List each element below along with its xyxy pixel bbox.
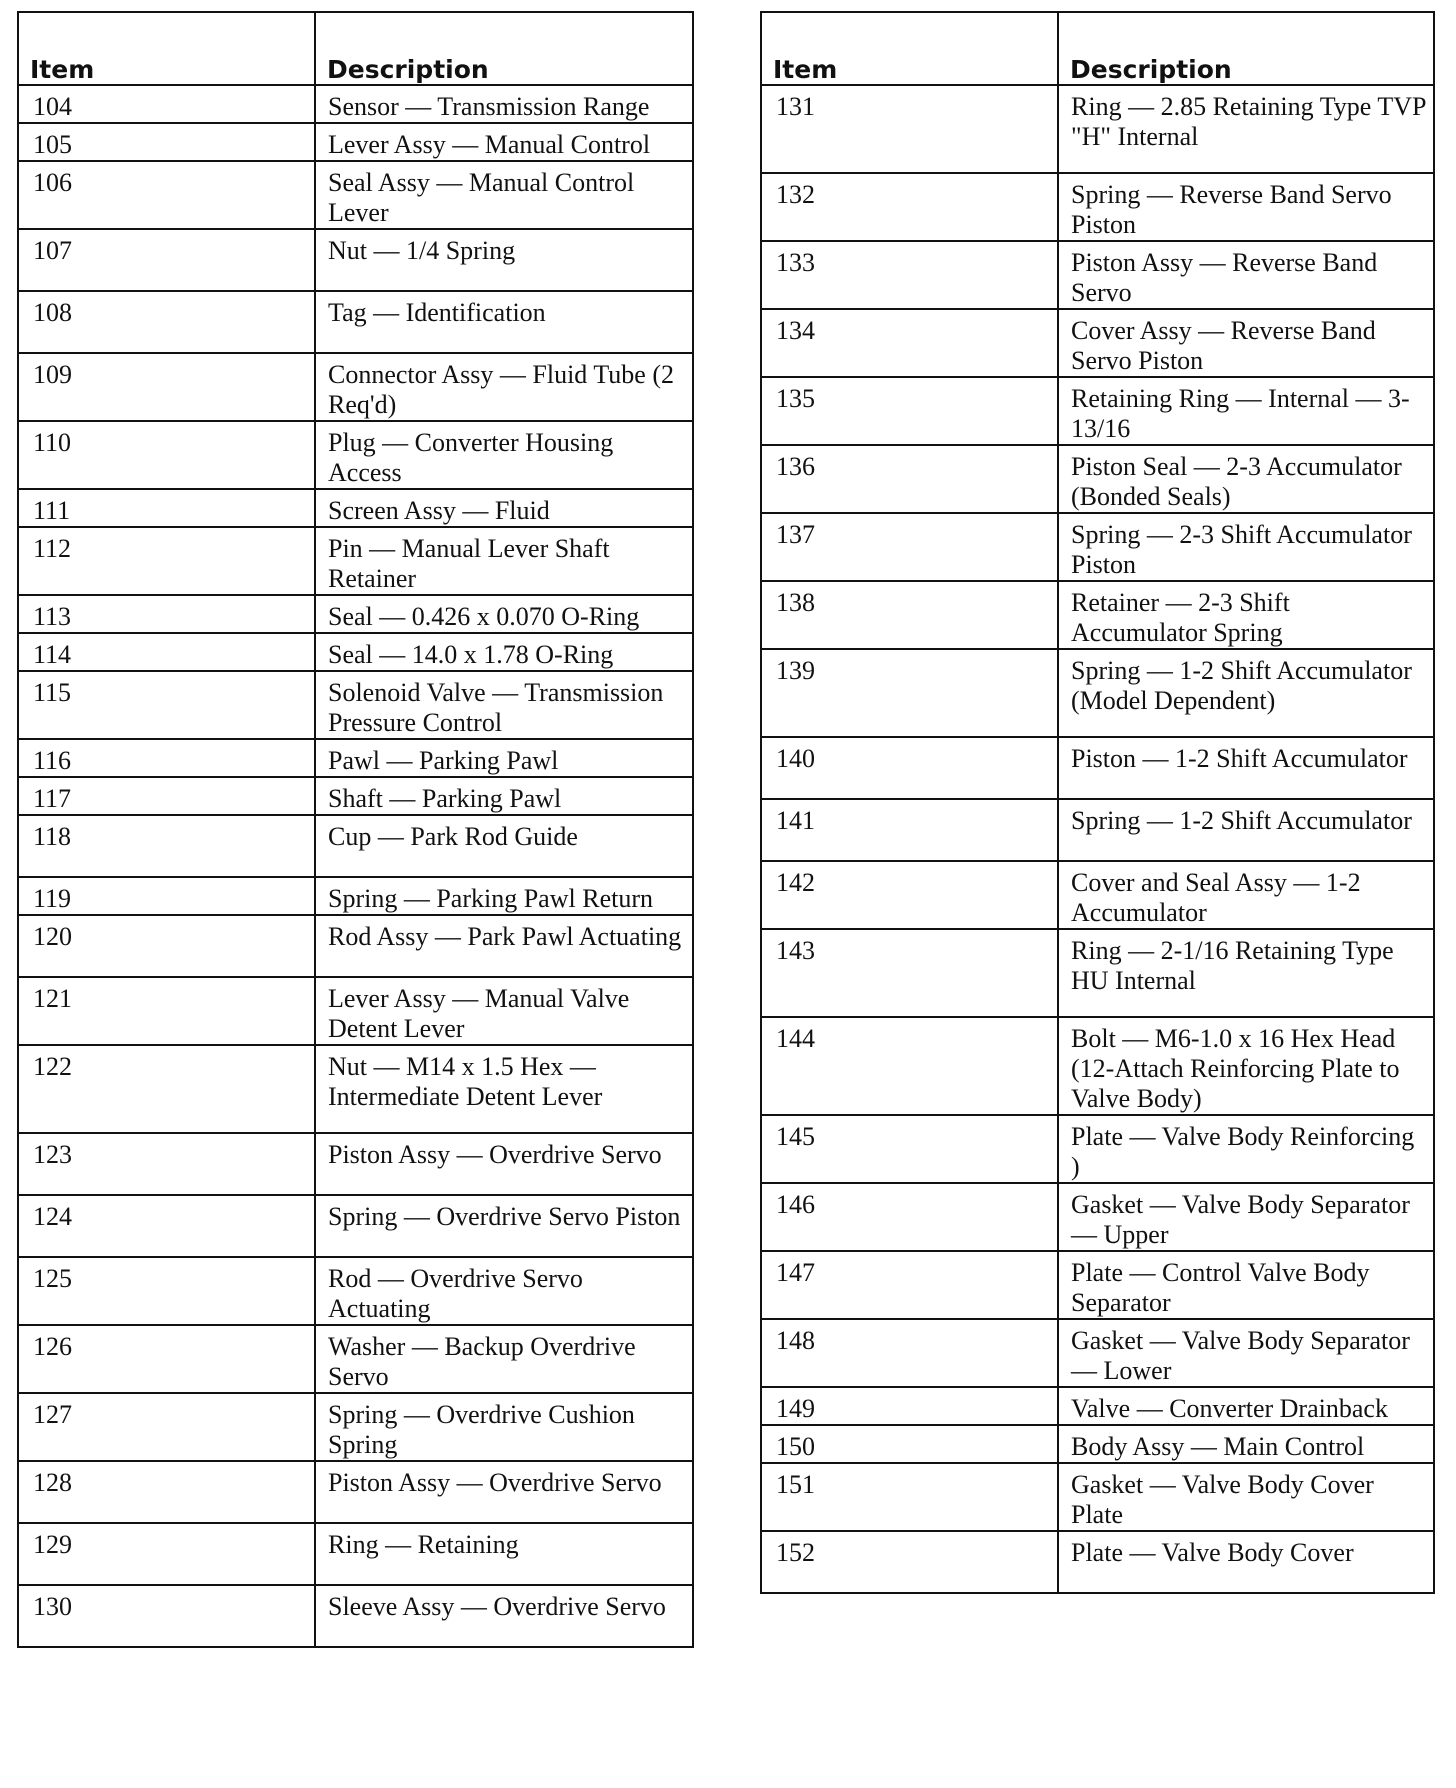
item-description: Spring — 1-2 Shift Accumulator xyxy=(1058,799,1434,861)
table-row xyxy=(761,1251,1434,1319)
table-row xyxy=(761,309,1434,377)
item-description: Connector Assy — Fluid Tube (2 Req'd) xyxy=(315,353,693,421)
item-description: Sleeve Assy — Overdrive Servo xyxy=(315,1585,693,1647)
item-number: 124 xyxy=(18,1195,315,1257)
table-row xyxy=(761,1463,1434,1531)
item-number: 109 xyxy=(18,353,315,421)
item-number: 123 xyxy=(18,1133,315,1195)
item-number: 144 xyxy=(761,1017,1058,1115)
description-column-header: Description xyxy=(315,12,693,85)
table-row xyxy=(18,1257,693,1325)
table-row xyxy=(18,595,693,633)
item-description: Gasket — Valve Body Separator — Lower xyxy=(1058,1319,1434,1387)
item-number: 140 xyxy=(761,737,1058,799)
item-number: 134 xyxy=(761,309,1058,377)
table-row xyxy=(18,877,693,915)
item-number: 142 xyxy=(761,861,1058,929)
header-row xyxy=(18,12,693,85)
item-description: Plate — Valve Body Cover xyxy=(1058,1531,1434,1593)
item-number: 128 xyxy=(18,1461,315,1523)
header-row xyxy=(761,12,1434,85)
table-row xyxy=(761,1531,1434,1593)
table-row xyxy=(761,581,1434,649)
table-row xyxy=(761,513,1434,581)
item-number: 152 xyxy=(761,1531,1058,1593)
table-row xyxy=(761,649,1434,737)
table-row xyxy=(18,777,693,815)
item-description: Screen Assy — Fluid xyxy=(315,489,693,527)
item-number: 137 xyxy=(761,513,1058,581)
item-description: Piston Seal — 2-3 Accumulator (Bonded Seals) xyxy=(1058,445,1434,513)
table-row xyxy=(18,353,693,421)
item-number: 147 xyxy=(761,1251,1058,1319)
item-number: 129 xyxy=(18,1523,315,1585)
item-number: 143 xyxy=(761,929,1058,1017)
table-row xyxy=(761,929,1434,1017)
item-number: 125 xyxy=(18,1257,315,1325)
table-row xyxy=(18,915,693,977)
item-number: 146 xyxy=(761,1183,1058,1251)
item-description: Piston Assy — Overdrive Servo xyxy=(315,1461,693,1523)
item-description: Pawl — Parking Pawl xyxy=(315,739,693,777)
table-row xyxy=(761,737,1434,799)
item-description: Cover Assy — Reverse Band Servo Piston xyxy=(1058,309,1434,377)
item-description: Seal — 14.0 x 1.78 O-Ring xyxy=(315,633,693,671)
item-number: 136 xyxy=(761,445,1058,513)
item-number: 133 xyxy=(761,241,1058,309)
item-number: 114 xyxy=(18,633,315,671)
table-row xyxy=(18,489,693,527)
item-number: 149 xyxy=(761,1387,1058,1425)
item-description: Cover and Seal Assy — 1-2 Accumulator xyxy=(1058,861,1434,929)
item-number: 108 xyxy=(18,291,315,353)
table-row xyxy=(18,1585,693,1647)
item-number: 138 xyxy=(761,581,1058,649)
item-description: Rod Assy — Park Pawl Actuating xyxy=(315,915,693,977)
item-description: Plate — Valve Body Reinforcing ) xyxy=(1058,1115,1434,1183)
table-row xyxy=(18,633,693,671)
table-row xyxy=(761,861,1434,929)
item-number: 119 xyxy=(18,877,315,915)
table-row xyxy=(18,1195,693,1257)
item-number: 117 xyxy=(18,777,315,815)
item-description: Sensor — Transmission Range xyxy=(315,85,693,123)
item-description: Spring — Overdrive Cushion Spring xyxy=(315,1393,693,1461)
item-description: Bolt — M6-1.0 x 16 Hex Head (12-Attach Reinforcing Plate to Valve Body) xyxy=(1058,1017,1434,1115)
item-description: Ring — 2.85 Retaining Type TVP "H" Internal xyxy=(1058,85,1434,173)
item-description: Plug — Converter Housing Access xyxy=(315,421,693,489)
table-row xyxy=(18,123,693,161)
table-row xyxy=(18,85,693,123)
item-number: 130 xyxy=(18,1585,315,1647)
item-description: Piston — 1-2 Shift Accumulator xyxy=(1058,737,1434,799)
item-number: 116 xyxy=(18,739,315,777)
item-column-header: Item xyxy=(18,12,315,85)
item-number: 115 xyxy=(18,671,315,739)
item-number: 118 xyxy=(18,815,315,877)
item-description: Piston Assy — Overdrive Servo xyxy=(315,1133,693,1195)
item-description: Ring — 2-1/16 Retaining Type HU Internal xyxy=(1058,929,1434,1017)
item-number: 148 xyxy=(761,1319,1058,1387)
table-row xyxy=(18,1045,693,1133)
item-description: Piston Assy — Reverse Band Servo xyxy=(1058,241,1434,309)
item-description: Nut — 1/4 Spring xyxy=(315,229,693,291)
item-number: 110 xyxy=(18,421,315,489)
item-description: Seal Assy — Manual Control Lever xyxy=(315,161,693,229)
item-description: Lever Assy — Manual Control xyxy=(315,123,693,161)
table-row xyxy=(18,671,693,739)
item-column-header: Item xyxy=(761,12,1058,85)
table-row xyxy=(761,1017,1434,1115)
item-number: 126 xyxy=(18,1325,315,1393)
item-description: Valve — Converter Drainback xyxy=(1058,1387,1434,1425)
table-row xyxy=(18,1461,693,1523)
table-row xyxy=(761,173,1434,241)
item-description: Spring — Parking Pawl Return xyxy=(315,877,693,915)
item-description: Retainer — 2-3 Shift Accumulator Spring xyxy=(1058,581,1434,649)
item-number: 150 xyxy=(761,1425,1058,1463)
table-row xyxy=(761,1183,1434,1251)
item-number: 151 xyxy=(761,1463,1058,1531)
item-number: 122 xyxy=(18,1045,315,1133)
table-row xyxy=(18,1133,693,1195)
table-row xyxy=(761,1115,1434,1183)
item-description: Rod — Overdrive Servo Actuating xyxy=(315,1257,693,1325)
table-row xyxy=(18,421,693,489)
table-row xyxy=(761,445,1434,513)
item-description: Pin — Manual Lever Shaft Retainer xyxy=(315,527,693,595)
item-number: 120 xyxy=(18,915,315,977)
table-row xyxy=(18,977,693,1045)
item-description: Plate — Control Valve Body Separator xyxy=(1058,1251,1434,1319)
item-number: 112 xyxy=(18,527,315,595)
item-number: 105 xyxy=(18,123,315,161)
item-description: Washer — Backup Overdrive Servo xyxy=(315,1325,693,1393)
table-row xyxy=(761,85,1434,173)
item-description: Retaining Ring — Internal — 3-13/16 xyxy=(1058,377,1434,445)
item-description: Body Assy — Main Control xyxy=(1058,1425,1434,1463)
item-description: Gasket — Valve Body Cover Plate xyxy=(1058,1463,1434,1531)
item-number: 139 xyxy=(761,649,1058,737)
item-description: Cup — Park Rod Guide xyxy=(315,815,693,877)
table-row xyxy=(18,815,693,877)
table-row xyxy=(18,161,693,229)
description-column-header: Description xyxy=(1058,12,1434,85)
table-row xyxy=(761,377,1434,445)
item-number: 131 xyxy=(761,85,1058,173)
item-description: Seal — 0.426 x 0.070 O-Ring xyxy=(315,595,693,633)
table-row xyxy=(761,1319,1434,1387)
item-description: Spring — Reverse Band Servo Piston xyxy=(1058,173,1434,241)
table-row xyxy=(761,241,1434,309)
parts-table-left xyxy=(17,11,694,1648)
item-description: Solenoid Valve — Transmission Pressure Control xyxy=(315,671,693,739)
item-description: Tag — Identification xyxy=(315,291,693,353)
item-number: 127 xyxy=(18,1393,315,1461)
table-row xyxy=(18,291,693,353)
table-row xyxy=(761,1425,1434,1463)
item-description: Ring — Retaining xyxy=(315,1523,693,1585)
item-number: 107 xyxy=(18,229,315,291)
table-row xyxy=(18,229,693,291)
item-description: Lever Assy — Manual Valve Detent Lever xyxy=(315,977,693,1045)
table-row xyxy=(761,799,1434,861)
item-description: Spring — 1-2 Shift Accumulator (Model Dependent) xyxy=(1058,649,1434,737)
item-number: 135 xyxy=(761,377,1058,445)
item-description: Spring — 2-3 Shift Accumulator Piston xyxy=(1058,513,1434,581)
table-row xyxy=(18,1523,693,1585)
table-row xyxy=(18,1393,693,1461)
table-row xyxy=(18,1325,693,1393)
item-number: 113 xyxy=(18,595,315,633)
item-number: 106 xyxy=(18,161,315,229)
item-number: 141 xyxy=(761,799,1058,861)
item-number: 132 xyxy=(761,173,1058,241)
item-description: Shaft — Parking Pawl xyxy=(315,777,693,815)
item-description: Spring — Overdrive Servo Piston xyxy=(315,1195,693,1257)
item-number: 111 xyxy=(18,489,315,527)
item-number: 145 xyxy=(761,1115,1058,1183)
item-description: Gasket — Valve Body Separator — Upper xyxy=(1058,1183,1434,1251)
table-row xyxy=(761,1387,1434,1425)
parts-table-right xyxy=(760,11,1435,1594)
table-row xyxy=(18,527,693,595)
item-description: Nut — M14 x 1.5 Hex — Intermediate Detent Lever xyxy=(315,1045,693,1133)
item-number: 104 xyxy=(18,85,315,123)
item-number: 121 xyxy=(18,977,315,1045)
table-row xyxy=(18,739,693,777)
